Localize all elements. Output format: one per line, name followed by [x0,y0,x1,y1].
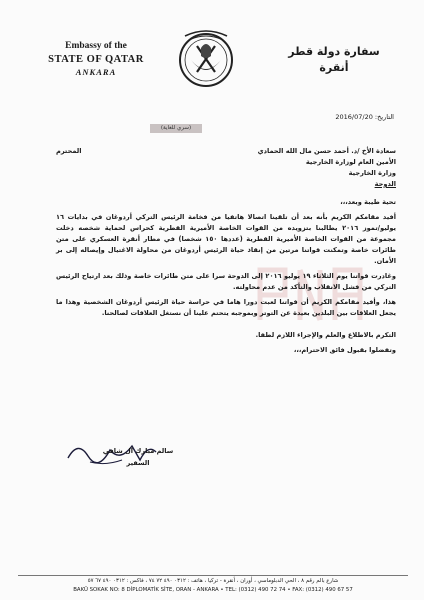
paragraph-3: هذا، وأفيد مقامكم الكريم أن قواتنا لعبت دورا هاما في حراسة حياة الرئيس أردوغان الشخصية وهذا ما يجعل العلاقات بين البلدين بعيدة عن التوتر وبموجبه يتحتم علينا أن نستغل العلاقات لصالحنا. [56,298,396,317]
letterhead-english [36,40,156,79]
letterhead-arabic-line2: أنقرة [319,61,349,74]
letterhead-english-line3: ANKARA [75,67,117,77]
letterhead-arabic [264,44,404,76]
recipient-name: سعادة الأخ /د. أحمد حسن مال الله الحمادي [257,147,396,155]
letterhead-english-line2: STATE OF QATAR [48,54,144,65]
classification-label: (سري للغاية) [150,124,202,133]
footer-divider [18,575,408,576]
footer-latin-address: BAKÜ SOKAK NO: 8 DİPLOMATİK SİTE, ORAN - ANKARA • TEL: (0312) 490 72 74 • FAX: (0312) 490 67 57 [73,587,353,593]
paragraph-5: وتفضلوا بقبول فائق الاحترام،،، [293,346,396,354]
letterhead-arabic-line1: سفارة دولة قطر [288,45,380,58]
recipient-city: الدوحة [374,180,396,188]
recipient-line [56,146,396,157]
paragraph-2: وغادرت قواتنا يوم الثلاثاء ١٩ يوليو ٢٠١٦ إلى الدوحة سرا على متن طائرات خاصة وذلك بعد ارتياح الرئيس التركي من فشل الانقلاب والتأكد من عدم محاولته. [56,272,396,291]
footer-arabic-address: شارع بالم رقم ٨ ، الحي الدبلوماسي ، أوران ، أنقرة - تركيا ، هاتف : ٠٣١٢ ٤٩٠ ٧٢ ٧٤ ، فاكس : ٠٣١٢ ٤٩٠ ٦٧ ٥٧ [87,578,339,584]
recipient-honorific: المحترم [56,147,82,155]
signatory-name: سالم مبارك آل شافي [102,447,174,455]
recipient-title2: وزارة الخارجية [348,169,396,177]
date-line: التاريخ: 2016/07/20 [335,113,394,121]
signatory-title: السفير [126,459,150,467]
signature-block [88,445,188,469]
recipient-title1: الأمين العام لوزارة الخارجية [305,158,396,166]
paragraph-1: أفيد مقامكم الكريم بأنه بعد أن تلقينا اتصالا هاتفيا من فخامة الرئيس التركي أردوغان في بدايات ١٦ يوليو/تموز ٢٠١٦ يطالبنا بتزويده من القوات الخاصة الأميرية القطرية كحراس لحماية شخصه دخلت مجموعة من القوات الخاصة الأميرية القطرية (عددها ١٥٠ شخصا) في مطار أنقرة العسكري على متن طائرات خاصة وتمكنت قواتنا مرتين من إنقاذ حياة الرئيس أردوغان من محاولة الاغتيال وإيصاله إلى بر الأمان. [56,213,396,265]
qatar-emblem-icon [177,26,235,92]
footer [18,577,408,595]
letter-body [56,146,396,356]
paragraph-4: التكرم بالاطلاع والعلم والإجراء اللازم لطفا. [255,331,396,339]
letterhead-english-line1: Embassy of the [65,41,127,51]
salutation: تحية طيبة وبعد،،، [340,198,396,206]
